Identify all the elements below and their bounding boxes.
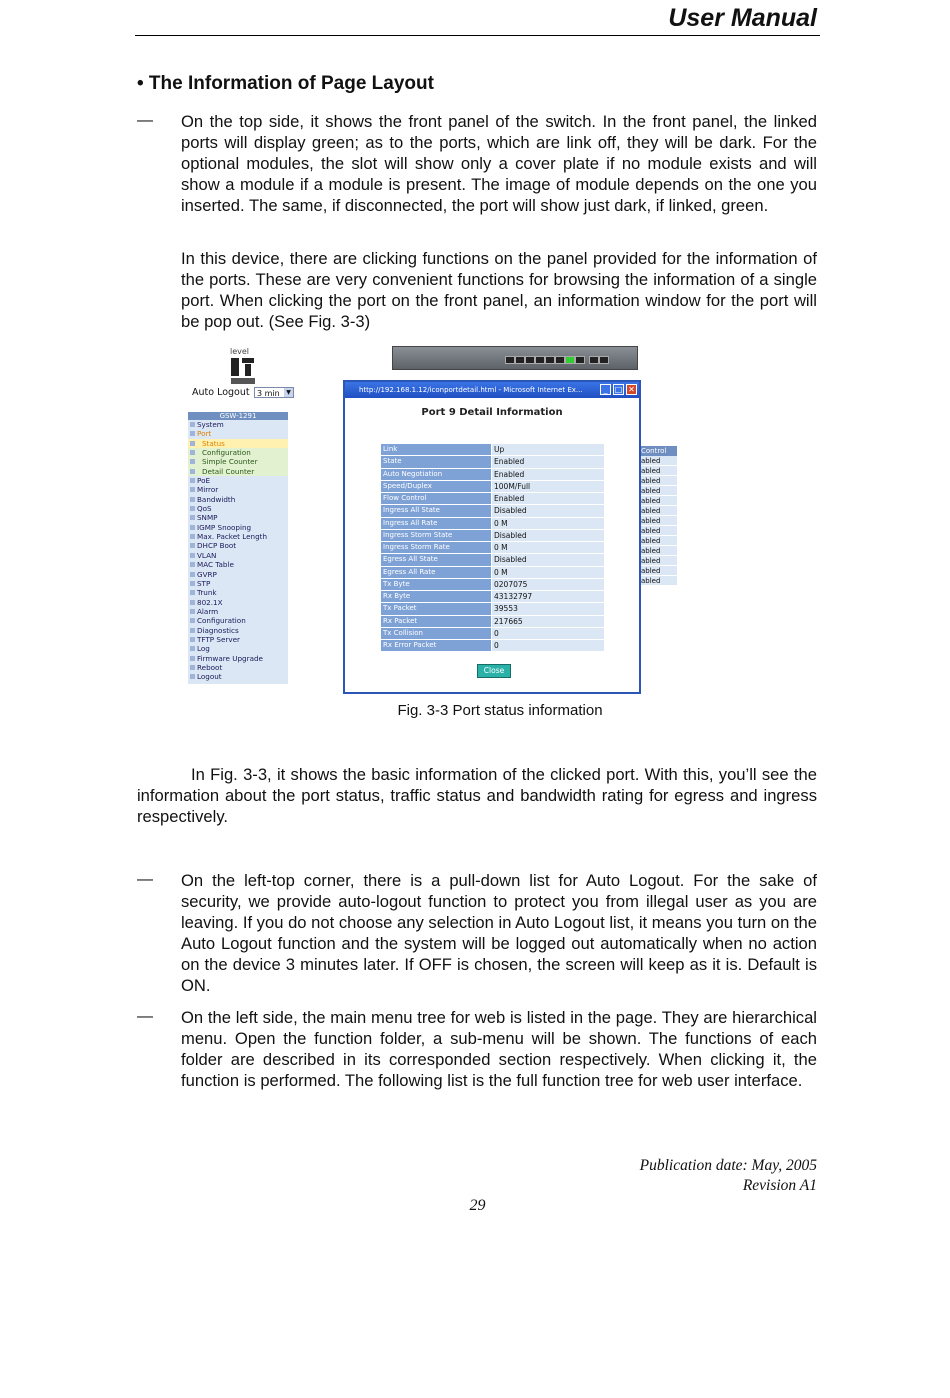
- detail-label: Flow Control: [381, 493, 491, 505]
- switch-port[interactable]: [589, 356, 599, 364]
- menu-item[interactable]: VLAN: [188, 551, 288, 560]
- menu-item[interactable]: IGMP Snooping: [188, 523, 288, 532]
- switch-port[interactable]: [575, 356, 585, 364]
- detail-value: 43132797: [492, 591, 604, 603]
- detail-label: Tx Packet: [381, 603, 491, 615]
- control-column-item: abled: [641, 526, 677, 536]
- control-column-item: abled: [641, 456, 677, 466]
- control-column-item: abled: [641, 536, 677, 546]
- auto-logout-label: Auto Logout: [192, 387, 250, 398]
- menu-item[interactable]: Simple Counter: [188, 457, 288, 466]
- switch-port-linked[interactable]: [565, 356, 575, 364]
- table-row: [381, 542, 604, 554]
- chevron-down-icon: ▼: [284, 388, 293, 397]
- detail-value: 0207075: [492, 579, 604, 591]
- switch-port[interactable]: [525, 356, 535, 364]
- menu-item[interactable]: STP: [188, 579, 288, 588]
- control-column-item: abled: [641, 566, 677, 576]
- table-row: [381, 493, 604, 505]
- detail-label: Ingress Storm State: [381, 530, 491, 542]
- table-row: [381, 518, 604, 530]
- detail-value: 217665: [492, 616, 604, 628]
- detail-label: Ingress Storm Rate: [381, 542, 491, 554]
- detail-label: State: [381, 456, 491, 468]
- detail-label: Rx Byte: [381, 591, 491, 603]
- close-button[interactable]: Close: [477, 664, 511, 678]
- menu-item[interactable]: Diagnostics: [188, 626, 288, 635]
- menu-item[interactable]: Reboot: [188, 663, 288, 672]
- menu-item[interactable]: Detail Counter: [188, 467, 288, 476]
- menu-header: GSW-1291: [188, 412, 288, 420]
- minimize-icon[interactable]: _: [600, 384, 611, 395]
- detail-label: Ingress All State: [381, 505, 491, 517]
- table-row: [381, 579, 604, 591]
- switch-port[interactable]: [515, 356, 525, 364]
- maximize-icon[interactable]: □: [614, 385, 623, 394]
- detail-label: Rx Error Packet: [381, 640, 491, 652]
- detail-value: Enabled: [492, 456, 604, 468]
- control-column-item: abled: [641, 486, 677, 496]
- detail-label: Link: [381, 444, 491, 456]
- table-row: [381, 530, 604, 542]
- header-rule: [135, 35, 820, 36]
- paragraph-clicking-functions: In this device, there are clicking functions on the panel provided for the information of the ports. These are very convenient functions for browsing the information of a single port. When clicking the port on the front panel, an information window for the port will be pop out. (See Fig. 3-3): [181, 249, 817, 331]
- header-title: User Manual: [668, 4, 817, 32]
- menu-item[interactable]: PoE: [188, 476, 288, 485]
- close-icon[interactable]: ✕: [626, 384, 637, 395]
- bullet-dash: —: [137, 1008, 153, 1025]
- menu-item[interactable]: TFTP Server: [188, 635, 288, 644]
- auto-logout-select[interactable]: [254, 387, 294, 398]
- detail-value: Disabled: [492, 554, 604, 566]
- table-row: [381, 616, 604, 628]
- detail-label: Tx Collision: [381, 628, 491, 640]
- paragraph-front-panel: On the top side, it shows the front panel of the switch. In the front panel, the linked ports will display green; as to the ports, which are link off, they will be dark. For the optional modules, the slot will show only a cover plate if no module exists and will show a module if a module is present. The image of module depends on the one you inserted. The same, if disconnected, the port will show just dark, if linked, green.: [181, 112, 817, 215]
- detail-value: 100M/Full: [492, 481, 604, 493]
- table-row: [381, 567, 604, 579]
- paragraph-fig-explanation: In Fig. 3-3, it shows the basic information of the clicked port. With this, you’ll see the information about the port status, traffic status and bandwidth rating for egress and ingress respectively.: [137, 765, 817, 826]
- menu-item[interactable]: Log: [188, 644, 288, 653]
- detail-value: 0 M: [492, 518, 604, 530]
- menu-item[interactable]: Configuration: [188, 616, 288, 625]
- detail-value: Disabled: [492, 505, 604, 517]
- auto-logout-value: 3 min: [257, 389, 280, 398]
- switch-port[interactable]: [535, 356, 545, 364]
- detail-label: Rx Packet: [381, 616, 491, 628]
- revision: Revision A1: [742, 1177, 817, 1194]
- table-row: [381, 591, 604, 603]
- port-detail-table: [381, 444, 604, 652]
- menu-item[interactable]: Port: [188, 429, 288, 438]
- menu-item[interactable]: MAC Table: [188, 560, 288, 569]
- publication-date: Publication date: May, 2005: [639, 1157, 817, 1174]
- detail-value: 39553: [492, 603, 604, 615]
- detail-value: Up: [492, 444, 604, 456]
- detail-value: Disabled: [492, 530, 604, 542]
- detail-value: Enabled: [492, 493, 604, 505]
- level-one-logo: [230, 347, 256, 386]
- detail-value: 0 M: [492, 567, 604, 579]
- switch-port[interactable]: [599, 356, 609, 364]
- control-column-item: abled: [641, 546, 677, 556]
- control-column-item: abled: [641, 556, 677, 566]
- control-column-item: abled: [641, 506, 677, 516]
- menu-item[interactable]: Logout: [188, 672, 288, 681]
- figure-caption: Fig. 3-3 Port status information: [397, 702, 603, 719]
- menu-item[interactable]: Alarm: [188, 607, 288, 616]
- table-row: [381, 469, 604, 481]
- menu-item[interactable]: 802.1X: [188, 598, 288, 607]
- table-row: [381, 554, 604, 566]
- page-number: 29: [469, 1197, 486, 1214]
- switch-port[interactable]: [505, 356, 515, 364]
- table-row: [381, 603, 604, 615]
- detail-value: 0: [492, 640, 604, 652]
- table-row: [381, 505, 604, 517]
- control-column-item: abled: [641, 476, 677, 486]
- paragraph-auto-logout: On the left-top corner, there is a pull-down list for Auto Logout. For the sake of security, we provide auto-logout function to protect you from illegal user as you are leaving. If you do not choose any selection in Auto Logout list, it means you turn on the Auto Logout function and the system will be logged out automatically when no action on the device 3 minutes later. If OFF is chosen, the screen will keep as it is. Default is ON.: [181, 871, 817, 995]
- menu-item[interactable]: QoS: [188, 504, 288, 513]
- port-detail-popup: [343, 380, 641, 694]
- detail-label: Egress All Rate: [381, 567, 491, 579]
- table-row: [381, 481, 604, 493]
- popup-heading: Port 9 Detail Information: [421, 407, 563, 418]
- table-row: [381, 456, 604, 468]
- control-column-item: abled: [641, 496, 677, 506]
- menu-item[interactable]: GVRP: [188, 570, 288, 579]
- table-row: [381, 628, 604, 640]
- menu-item[interactable]: Mirror: [188, 485, 288, 494]
- menu-item[interactable]: Firmware Upgrade: [188, 654, 288, 663]
- switch-port[interactable]: [555, 356, 565, 364]
- detail-label: Auto Negotiation: [381, 469, 491, 481]
- popup-title-bar: http://192.168.1.12/iconportdetail.html - Microsoft Internet Ex...: [345, 382, 639, 398]
- paragraph-menu-tree: On the left side, the main menu tree for web is listed in the page. They are hierarchical menu. Open the function folder, a sub-menu will be shown. The functions of each folder are described in its corresponded section respectively. When clicking it, the function is performed. The following list is the full function tree for web user interface.: [181, 1008, 817, 1090]
- detail-value: Enabled: [492, 469, 604, 481]
- menu-item[interactable]: Trunk: [188, 588, 288, 597]
- control-column-item: abled: [641, 466, 677, 476]
- detail-label: Speed/Duplex: [381, 481, 491, 493]
- detail-label: Egress All State: [381, 554, 491, 566]
- menu-item[interactable]: SNMP: [188, 513, 288, 522]
- menu-item[interactable]: Configuration: [188, 448, 288, 457]
- detail-value: 0 M: [492, 542, 604, 554]
- menu-item[interactable]: DHCP Boot: [188, 541, 288, 550]
- bullet-dash: —: [137, 871, 153, 888]
- switch-front-panel[interactable]: [392, 346, 638, 370]
- table-row: [381, 444, 604, 456]
- menu-item[interactable]: Max. Packet Length: [188, 532, 288, 541]
- table-row: [381, 640, 604, 652]
- control-column-header: Control: [641, 446, 677, 456]
- control-column-item: abled: [641, 516, 677, 526]
- switch-port[interactable]: [545, 356, 555, 364]
- bullet-dash: —: [137, 112, 153, 129]
- main-menu-tree: [188, 412, 288, 684]
- control-column-item: abled: [641, 576, 677, 586]
- background-control-column: [641, 446, 677, 586]
- menu-item[interactable]: System: [188, 420, 288, 429]
- figure-port-status: [188, 342, 678, 697]
- logo-text: level: [230, 347, 250, 356]
- detail-label: Tx Byte: [381, 579, 491, 591]
- section-title: • The Information of Page Layout: [137, 73, 434, 94]
- detail-value: 0: [492, 628, 604, 640]
- menu-item[interactable]: Status: [188, 439, 288, 448]
- menu-item[interactable]: Bandwidth: [188, 495, 288, 504]
- detail-label: Ingress All Rate: [381, 518, 491, 530]
